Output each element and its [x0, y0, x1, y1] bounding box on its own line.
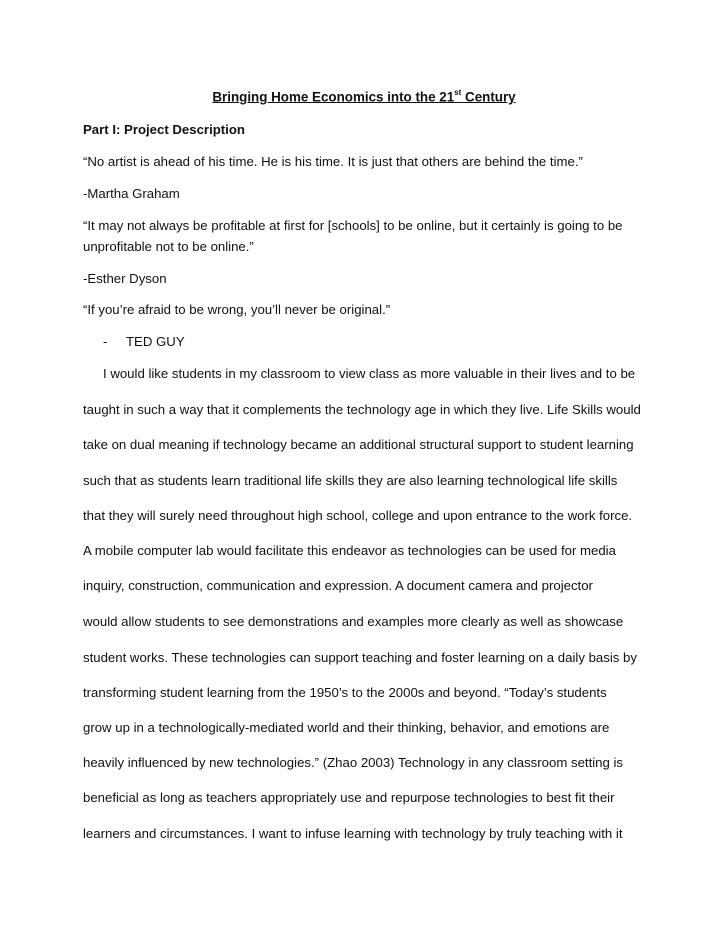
- body-line: A mobile computer lab would facilitate this endeavor as technologies can be used for media: [83, 543, 616, 558]
- quote-2-line-1: “It may not always be profitable at first for [schools] to be online, but it certainly is going to be: [83, 218, 623, 233]
- body-line: transforming student learning from the 1950’s to the 2000s and beyond. “Today’s students: [83, 685, 607, 700]
- quote-1-author: -Martha Graham: [83, 186, 180, 201]
- section-heading: Part I: Project Description: [83, 122, 245, 137]
- title-superscript: st: [454, 88, 462, 97]
- body-line: taught in such a way that it complements the technology age in which they live. Life Skills would: [83, 402, 641, 417]
- title-text: Bringing Home Economics into the 21: [212, 89, 455, 105]
- quote-2-author: -Esther Dyson: [83, 271, 167, 286]
- body-line: inquiry, construction, communication and expression. A document camera and projector: [83, 578, 593, 593]
- body-line: student works. These technologies can support teaching and foster learning on a daily basis by: [83, 650, 637, 665]
- body-line: such that as students learn traditional life skills they are also learning technological life skills: [83, 473, 618, 488]
- body-line: that they will surely need throughout high school, college and upon entrance to the work force.: [83, 508, 633, 523]
- title-text-end: Century: [461, 89, 516, 105]
- quote-3-author: TED GUY: [126, 334, 185, 349]
- quote-2-line-2: unprofitable not to be online.”: [83, 239, 254, 254]
- body-line: beneficial as long as teachers appropriately use and repurpose technologies to best fit their: [83, 790, 615, 805]
- body-line: I would like students in my classroom to view class as more valuable in their lives and to be: [103, 366, 636, 381]
- body-line: would allow students to see demonstrations and examples more clearly as well as showcase: [83, 614, 624, 629]
- quote-3-author-dash: -: [103, 334, 108, 349]
- body-line: grow up in a technologically-mediated world and their thinking, behavior, and emotions are: [83, 720, 610, 735]
- quote-3: “If you’re afraid to be wrong, you’ll never be original.”: [83, 302, 391, 317]
- body-line: take on dual meaning if technology became an additional structural support to student learning: [83, 437, 634, 452]
- document-title: [0, 89, 728, 104]
- body-line: learners and circumstances. I want to infuse learning with technology by truly teaching with it: [83, 826, 623, 841]
- quote-1: “No artist is ahead of his time. He is his time. It is just that others are behind the time.”: [83, 154, 583, 169]
- body-line: heavily influenced by new technologies.” (Zhao 2003) Technology in any classroom setting is: [83, 755, 624, 770]
